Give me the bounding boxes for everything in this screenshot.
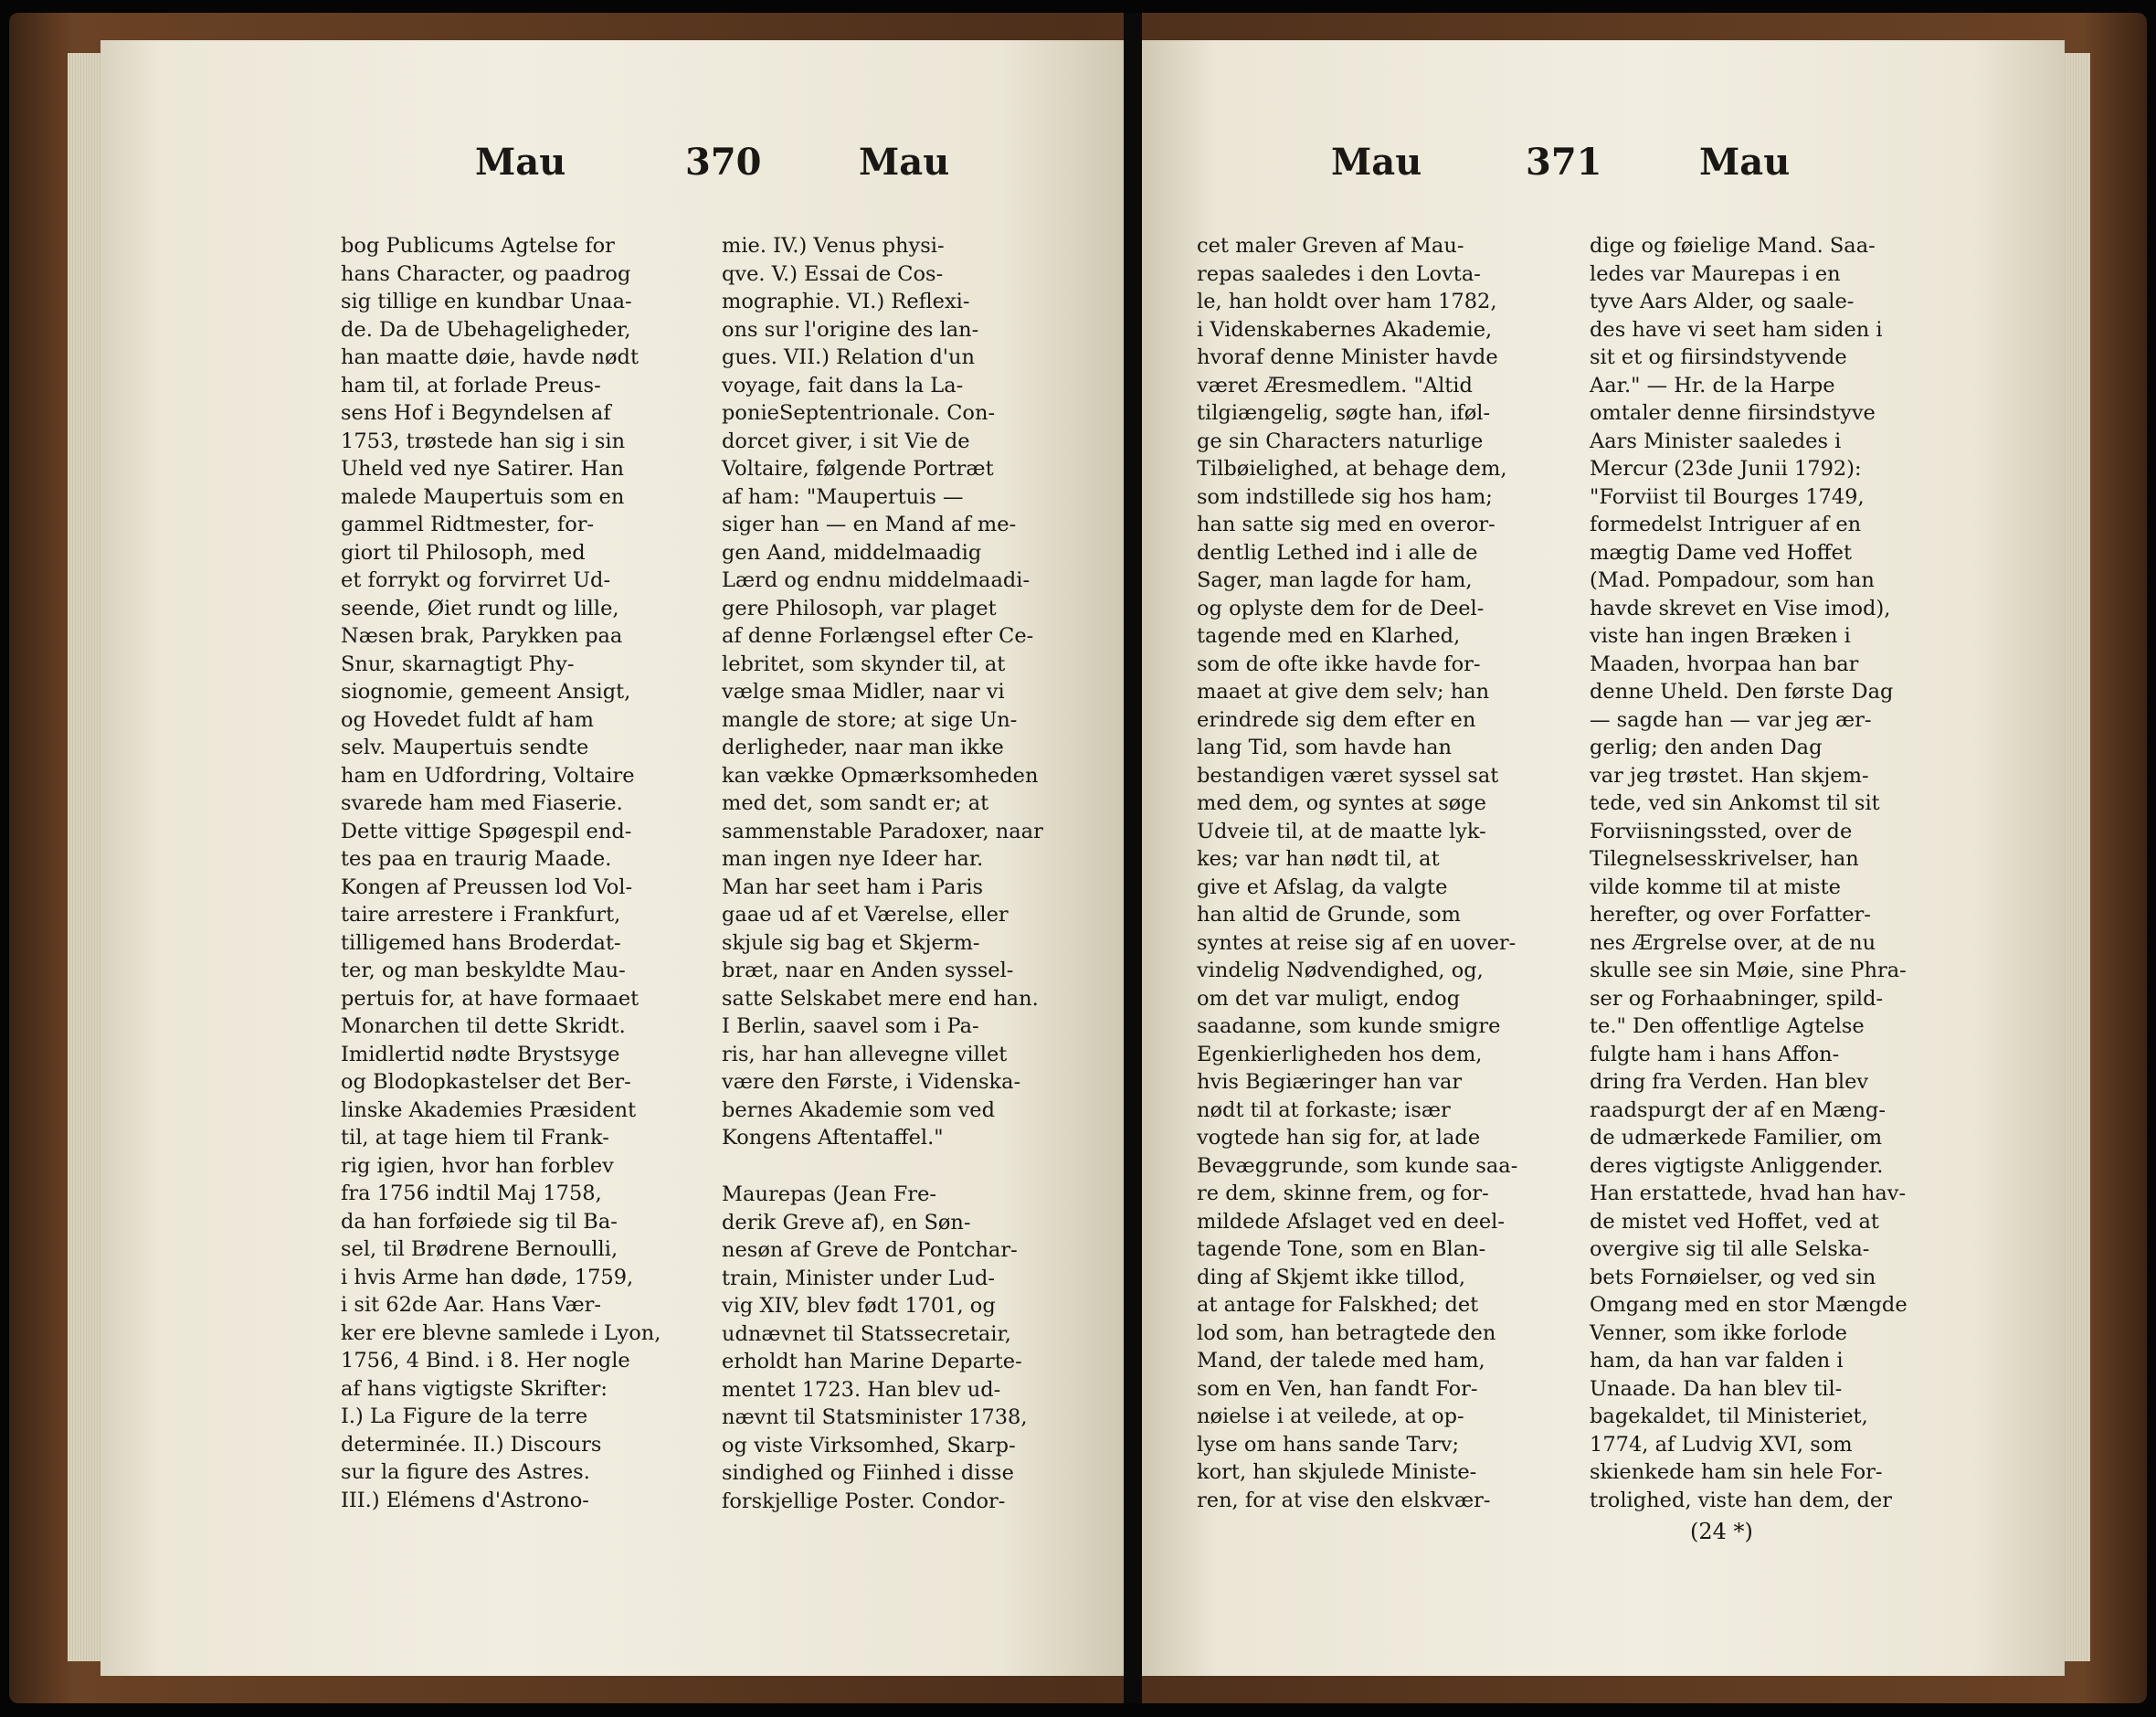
text-line: mægtig Dame ved Hoffet	[1590, 540, 1853, 565]
text-line: lebritet, som skynder til, at	[722, 652, 1006, 676]
text-line: satte Selskabet mere end han.	[722, 986, 1039, 1011]
text-line: Unaade. Da han blev til-	[1590, 1376, 1843, 1401]
text-line: nødt til at forkaste; især	[1197, 1097, 1451, 1122]
text-line: siger han — en Mand af me-	[722, 513, 1017, 536]
text-line: Maurepas (Jean Fre-	[722, 1182, 936, 1206]
text-line: med dem, og syntes at søge	[1197, 791, 1486, 815]
left-page	[100, 40, 1124, 1676]
text-line: og oplyste dem for de Deel-	[1197, 596, 1485, 620]
text-line: tilligemed hans Broderdat-	[341, 930, 621, 955]
text-line: Kongen af Preussen lod Vol-	[341, 874, 633, 899]
text-line: pertuis for, at have formaaet	[341, 986, 639, 1011]
text-line: te." Den offentlige Agtelse	[1590, 1014, 1865, 1038]
text-line: dentlig Lethed ind i alle de	[1197, 540, 1478, 565]
text-line: ker ere blevne samlede i Lyon,	[341, 1320, 661, 1345]
text-line: raadspurgt der af en Mæng-	[1590, 1097, 1886, 1122]
text-line: gaae ud af et Værelse, eller	[722, 903, 1009, 927]
text-line: give et Afslag, da valgte	[1197, 874, 1448, 899]
text-line: de udmærkede Familier, om	[1590, 1126, 1883, 1150]
text-line: Mand, der talede med ham,	[1197, 1349, 1485, 1373]
text-line: erholdt han Marine Departe-	[722, 1350, 1022, 1373]
text-line: formedelst Intriguer af en	[1590, 513, 1862, 536]
text-line: hvoraf denne Minister havde	[1197, 345, 1498, 369]
book	[9, 13, 2147, 1703]
text-line: qve. V.) Essai de Cos-	[722, 261, 944, 286]
text-line: Man har seet ham i Paris	[722, 874, 984, 899]
text-line: dring fra Verden. Han blev	[1590, 1070, 1869, 1094]
right-head-right: Mau	[1699, 141, 1791, 184]
text-line: Maaden, hvorpaa han bar	[1590, 652, 1859, 676]
text-line: de. Da de Ubehageligheder,	[341, 317, 631, 342]
text-line: dige og føielige Mand. Saa-	[1590, 234, 1876, 258]
text-line: deres vigtigste Anliggender.	[1590, 1153, 1884, 1178]
text-line: udnævnet til Statssecretair,	[722, 1321, 1011, 1346]
text-line: cet maler Greven af Mau-	[1197, 234, 1464, 258]
text-line: derligheder, naar man ikke	[722, 736, 1004, 759]
text-line: vindelig Nødvendighed, og,	[1197, 959, 1484, 982]
text-line: taire arrestere i Frankfurt,	[341, 903, 621, 927]
text-line: bestandigen været syssel sat	[1197, 763, 1499, 788]
text-line: med det, som sandt er; at	[722, 791, 989, 815]
text-line: til, at tage hiem til Frank-	[341, 1126, 609, 1150]
left-page-number: 370	[685, 141, 762, 184]
text-line: trolighed, viste han dem, der	[1590, 1488, 1892, 1512]
text-line: siognomie, gemeent Ansigt,	[341, 680, 631, 704]
text-line: bets Fornøielser, og ved sin	[1590, 1265, 1876, 1289]
text-line: des have vi seet ham siden i	[1590, 317, 1883, 342]
text-line: Udveie til, at de maatte lyk-	[1197, 819, 1486, 843]
text-line: nævnt til Statsminister 1738,	[722, 1405, 1028, 1429]
text-line: skulle see sin Møie, sine Phra-	[1590, 959, 1907, 982]
text-line: 1774, af Ludvig XVI, som	[1590, 1432, 1853, 1457]
text-line: erindrede sig dem efter en	[1197, 707, 1476, 732]
book-gutter	[1124, 13, 1142, 1703]
text-line: Lærd og endnu middelmaadi-	[722, 568, 1030, 592]
text-line: hans Character, og paadrog	[341, 261, 631, 286]
text-line: selv. Maupertuis sendte	[341, 736, 589, 759]
text-line: været Æresmedlem. "Altid	[1197, 373, 1473, 397]
left-head-right: Mau	[859, 141, 950, 184]
text-line: fulgte ham i hans Affon-	[1590, 1042, 1840, 1066]
text-line: skienkede ham sin hele For-	[1590, 1460, 1883, 1484]
text-line: og viste Virksomhed, Skarp-	[722, 1433, 1016, 1457]
text-line: rig igien, hvor han forblev	[341, 1153, 614, 1178]
text-line: nesøn af Greve de Pontchar-	[722, 1238, 1018, 1262]
text-line: svarede ham med Fiaserie.	[341, 791, 623, 815]
right-running-head	[1142, 141, 2065, 196]
right-column-2	[1590, 232, 1908, 1514]
text-line: Han erstattede, hvad han hav-	[1590, 1182, 1907, 1205]
text-line: ter, og man beskyldte Mau-	[341, 959, 626, 982]
text-line: gerlig; den anden Dag	[1590, 736, 1823, 759]
text-line: Venner, som ikke forlode	[1590, 1320, 1847, 1345]
text-line: nøielse i at veilede, at op-	[1197, 1404, 1464, 1428]
text-line: malede Maupertuis som en	[341, 484, 625, 509]
text-line: Bevæggrunde, som kunde saa-	[1197, 1153, 1518, 1178]
text-line: gammel Ridtmester, for-	[341, 513, 595, 536]
text-line: Aar." — Hr. de la Harpe	[1590, 373, 1835, 397]
text-line: denne Uheld. Den første Dag	[1590, 680, 1894, 704]
left-column-2-entry-maurepas	[722, 1181, 1028, 1515]
text-line: (Mad. Pompadour, som han	[1590, 568, 1875, 592]
right-column-1	[1197, 232, 1517, 1514]
text-line: ge sin Characters naturlige	[1197, 429, 1484, 453]
text-line: som en Ven, han fandt For-	[1197, 1376, 1478, 1401]
text-line: ser og Forhaabninger, spild-	[1590, 986, 1884, 1011]
text-line: ham en Udfordring, Voltaire	[341, 763, 635, 788]
text-line: 1756, 4 Bind. i 8. Her nogle	[341, 1349, 630, 1373]
text-line: gues. VII.) Relation d'un	[722, 345, 976, 369]
text-line: vælge smaa Midler, naar vi	[722, 680, 1005, 704]
text-line: Snur, skarnagtigt Phy-	[341, 652, 575, 676]
text-line: ham til, at forlade Preus-	[341, 373, 601, 397]
text-line: Sager, man lagde for ham,	[1197, 568, 1473, 592]
text-line: overgive sig til alle Selska-	[1590, 1237, 1870, 1261]
text-line: giort til Philosoph, med	[341, 540, 586, 565]
text-line: linske Akademies Præsident	[341, 1097, 637, 1122]
text-line: "Forviist til Bourges 1749,	[1590, 484, 1865, 509]
text-line: lang Tid, som havde han	[1197, 736, 1453, 759]
left-head-left: Mau	[475, 141, 566, 184]
text-line: af ham: "Maupertuis —	[722, 484, 964, 509]
text-line: Næsen brak, Parykken paa	[341, 624, 623, 648]
text-line: maaet at give dem selv; han	[1197, 680, 1490, 704]
page-edges-right	[2063, 53, 2090, 1661]
text-line: mentet 1723. Han blev ud-	[722, 1377, 1001, 1402]
text-line: skjule sig bag et Skjerm-	[722, 930, 980, 955]
text-line: train, Minister under Lud-	[722, 1266, 995, 1290]
text-line: sel, til Brødrene Bernoulli,	[341, 1237, 618, 1261]
text-line: — sagde han — var jeg ær-	[1590, 707, 1872, 732]
text-line: derik Greve af), en Søn-	[722, 1210, 971, 1235]
text-line: tes paa en traurig Maade.	[341, 847, 612, 871]
text-line: i sit 62de Aar. Hans Vær-	[341, 1293, 601, 1317]
text-line: syntes at reise sig af en uover-	[1197, 930, 1517, 955]
text-line: Egenkierligheden hos dem,	[1197, 1042, 1483, 1066]
text-line: sur la figure des Astres.	[341, 1460, 590, 1484]
text-line: gen Aand, middelmaadig	[722, 540, 982, 565]
text-line: og Blodopkastelser det Ber-	[341, 1070, 631, 1094]
text-line: være den Første, i Videnska-	[722, 1070, 1021, 1094]
text-line: Forviisningssted, over de	[1590, 819, 1853, 843]
text-line: bog Publicums Agtelse for	[341, 234, 615, 258]
text-line: ris, har han allevegne villet	[722, 1042, 1008, 1066]
signature-mark: (24 *)	[1690, 1519, 1753, 1544]
text-line: var jeg trøstet. Han skjem-	[1590, 763, 1869, 788]
text-line: tede, ved sin Ankomst til sit	[1590, 791, 1880, 815]
text-line: Kongens Aftentaffel."	[722, 1126, 944, 1150]
text-line: at antage for Falskhed; det	[1197, 1293, 1479, 1317]
text-line: fra 1756 indtil Maj 1758,	[341, 1182, 602, 1205]
text-line: Omgang med en stor Mængde	[1590, 1293, 1908, 1317]
text-line: Aars Minister saaledes i	[1590, 429, 1842, 453]
text-line: Voltaire, følgende Portræt	[722, 457, 994, 481]
left-column-1	[341, 232, 661, 1514]
text-line: herefter, og over Forfatter-	[1590, 903, 1871, 927]
text-line: I.) La Figure de la terre	[341, 1404, 588, 1428]
left-column-2	[722, 232, 1043, 1152]
text-line: han satte sig med en overor-	[1197, 513, 1495, 536]
text-line: i hvis Arme han døde, 1759,	[341, 1265, 634, 1289]
text-line: tilgiængelig, søgte han, iføl-	[1197, 401, 1491, 425]
right-head-left: Mau	[1331, 141, 1422, 184]
text-line: seende, Øiet rundt og lille,	[341, 596, 619, 620]
text-line: Dette vittige Spøgespil end-	[341, 819, 632, 843]
text-line: mildede Afslaget ved en deel-	[1197, 1209, 1505, 1234]
text-line: 1753, trøstede han sig i sin	[341, 429, 626, 453]
text-line: mie. IV.) Venus physi-	[722, 234, 945, 258]
text-line: kort, han skjulede Ministe-	[1197, 1460, 1477, 1484]
text-line: vogtede han sig for, at lade	[1197, 1126, 1481, 1150]
text-line: de mistet ved Hoffet, ved at	[1590, 1209, 1879, 1234]
text-line: Mercur (23de Junii 1792):	[1590, 457, 1862, 481]
text-line: sit et og fiirsindstyvende	[1590, 345, 1847, 369]
text-line: kan vække Opmærksomheden	[722, 763, 1039, 788]
text-line: viste han ingen Bræken i	[1590, 624, 1851, 648]
text-line: kes; var han nødt til, at	[1197, 847, 1440, 871]
text-line: sens Hof i Begyndelsen af	[341, 401, 611, 425]
text-line: af denne Forlængsel efter Ce-	[722, 624, 1034, 648]
text-line: gere Philosoph, var plaget	[722, 596, 997, 620]
text-line: bræt, naar en Anden syssel-	[722, 959, 1014, 982]
text-line: og Hovedet fuldt af ham	[341, 707, 594, 732]
text-line: Tilegnelsesskrivelser, han	[1590, 847, 1859, 871]
text-line: omtaler denne fiirsindstyve	[1590, 401, 1876, 425]
text-line: som indstillede sig hos ham;	[1197, 484, 1493, 509]
text-line: voyage, fait dans la La-	[722, 373, 964, 397]
text-line: vig XIV, blev født 1701, og	[722, 1294, 996, 1318]
text-line: nes Ærgrelse over, at de nu	[1590, 930, 1876, 955]
text-line: et forrykt og forvirret Ud-	[341, 568, 611, 592]
text-line: tagende Tone, som en Blan-	[1197, 1237, 1486, 1261]
text-line: han maatte døie, havde nødt	[341, 345, 639, 369]
text-line: tagende med en Klarhed,	[1197, 624, 1461, 648]
text-line: bernes Akademie som ved	[722, 1097, 996, 1122]
text-line: sammenstable Paradoxer, naar	[722, 819, 1043, 843]
right-page-number: 371	[1526, 141, 1602, 184]
text-line: Tilbøielighed, at behage dem,	[1197, 457, 1507, 481]
text-line: i Videnskabernes Akademie,	[1197, 317, 1493, 342]
text-line: re dem, skinne frem, og for-	[1197, 1182, 1489, 1205]
text-line: ding af Skjemt ikke tillod,	[1197, 1265, 1466, 1289]
text-line: Monarchen til dette Skridt.	[341, 1014, 626, 1038]
text-line: ham, da han var falden i	[1590, 1349, 1844, 1373]
text-line: ledes var Maurepas i en	[1590, 261, 1841, 286]
text-line: sig tillige en kundbar Unaa-	[341, 290, 632, 313]
text-line: forskjellige Poster. Condor-	[722, 1489, 1006, 1513]
text-line: havde skrevet en Vise imod),	[1590, 596, 1891, 620]
text-line: man ingen nye Ideer har.	[722, 847, 984, 871]
text-line: I Berlin, saavel som i Pa-	[722, 1014, 979, 1038]
text-line: om det var muligt, endog	[1197, 986, 1461, 1011]
text-line: le, han holdt over ham 1782,	[1197, 290, 1497, 313]
text-line: dorcet giver, i sit Vie de	[722, 429, 970, 453]
text-line: III.) Elémens d'Astrono-	[341, 1488, 589, 1512]
text-line: ponieSeptentrionale. Con-	[722, 401, 996, 425]
text-line: Uheld ved nye Satirer. Han	[341, 457, 625, 481]
page-edges-left	[68, 53, 104, 1661]
text-line: saadanne, som kunde smigre	[1197, 1014, 1501, 1038]
text-line: ons sur l'origine des lan-	[722, 317, 979, 342]
text-line: repas saaledes i den Lovta-	[1197, 261, 1481, 286]
text-line: af hans vigtigste Skrifter:	[341, 1376, 608, 1401]
text-line: lyse om hans sande Tarv;	[1197, 1432, 1460, 1457]
text-line: Imidlertid nødte Brystsyge	[341, 1042, 620, 1066]
text-line: mangle de store; at sige Un-	[722, 707, 1018, 732]
text-line: vilde komme til at miste	[1590, 874, 1841, 899]
right-page	[1142, 40, 2065, 1676]
text-line: determinée. II.) Discours	[341, 1432, 602, 1457]
text-line: han altid de Grunde, som	[1197, 903, 1461, 927]
text-line: da han forføiede sig til Ba-	[341, 1209, 618, 1234]
left-running-head	[100, 141, 1124, 196]
text-line: tyve Aars Alder, og saale-	[1590, 290, 1855, 313]
text-line: lod som, han betragtede den	[1197, 1320, 1496, 1345]
text-line: ren, for at vise den elskvær-	[1197, 1488, 1491, 1512]
text-line: hvis Begiæringer han var	[1197, 1070, 1463, 1094]
text-line: sindighed og Fiinhed i disse	[722, 1461, 1014, 1485]
text-line: mographie. VI.) Reflexi-	[722, 290, 970, 313]
text-line: bagekaldet, til Ministeriet,	[1590, 1404, 1868, 1428]
text-line: som de ofte ikke havde for-	[1197, 652, 1481, 676]
